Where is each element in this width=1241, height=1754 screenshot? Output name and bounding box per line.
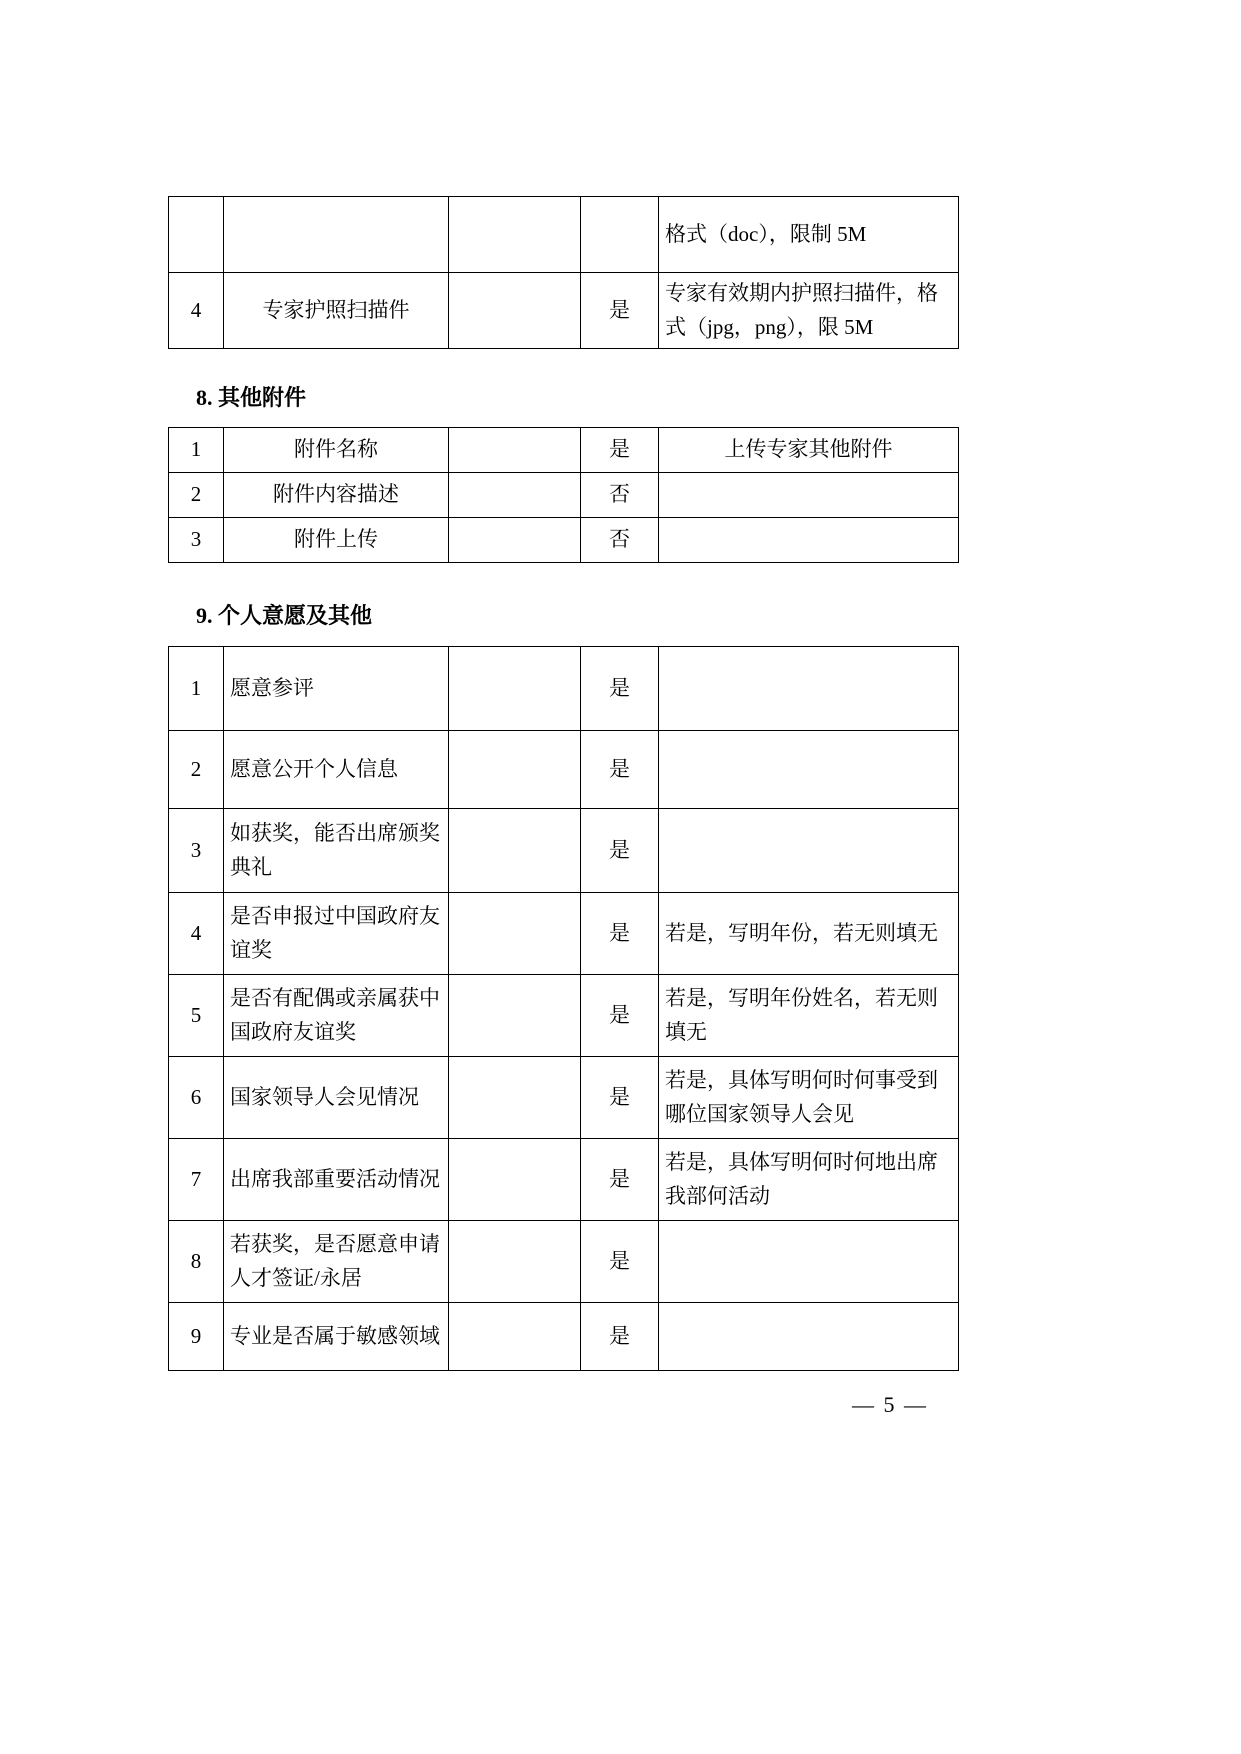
section-8-heading: 8. 其他附件	[196, 385, 307, 410]
cell-required: 是	[581, 893, 659, 975]
table-row	[169, 428, 959, 473]
table-row	[169, 273, 959, 349]
cell-description: 若是，具体写明何时何事受到哪位国家领导人会见	[659, 1057, 959, 1139]
cell-number: 3	[169, 809, 224, 893]
cell-required: 是	[581, 428, 659, 473]
table-row	[169, 1139, 959, 1221]
cell-required: 否	[581, 518, 659, 563]
document-content	[168, 196, 960, 1371]
cell-required: 是	[581, 1139, 659, 1221]
cell-description: 专家有效期内护照扫描件，格式（jpg，png），限 5M	[659, 273, 959, 349]
cell-name: 愿意参评	[224, 647, 449, 731]
cell-description	[659, 1303, 959, 1371]
cell-name: 国家领导人会见情况	[224, 1057, 449, 1139]
cell-name: 出席我部重要活动情况	[224, 1139, 449, 1221]
cell-name	[224, 197, 449, 273]
cell-name: 附件内容描述	[224, 473, 449, 518]
cell-description: 上传专家其他附件	[659, 428, 959, 473]
cell-number: 4	[169, 893, 224, 975]
cell-value	[449, 647, 581, 731]
cell-value	[449, 1221, 581, 1303]
cell-required	[581, 197, 659, 273]
cell-required: 是	[581, 1303, 659, 1371]
cell-description: 若是，写明年份，若无则填无	[659, 893, 959, 975]
section-9-table	[168, 646, 959, 1371]
cell-name: 如获奖，能否出席颁奖典礼	[224, 809, 449, 893]
table-row	[169, 1303, 959, 1371]
cell-value	[449, 273, 581, 349]
cell-value	[449, 731, 581, 809]
cell-value	[449, 197, 581, 273]
cell-description	[659, 1221, 959, 1303]
cell-description: 格式（doc），限制 5M	[659, 197, 959, 273]
cell-required: 否	[581, 473, 659, 518]
cell-value	[449, 473, 581, 518]
cell-number: 2	[169, 473, 224, 518]
cell-value	[449, 1303, 581, 1371]
table-row	[169, 1057, 959, 1139]
cell-description: 若是，具体写明何时何地出席我部何活动	[659, 1139, 959, 1221]
table-row	[169, 731, 959, 809]
cell-value	[449, 428, 581, 473]
table-row	[169, 647, 959, 731]
cell-value	[449, 809, 581, 893]
table-row	[169, 809, 959, 893]
cell-required: 是	[581, 1221, 659, 1303]
cell-description	[659, 647, 959, 731]
table-row	[169, 473, 959, 518]
cell-required: 是	[581, 809, 659, 893]
cell-description	[659, 473, 959, 518]
cell-value	[449, 975, 581, 1057]
table-row	[169, 518, 959, 563]
cell-description	[659, 731, 959, 809]
cell-value	[449, 1139, 581, 1221]
cell-number: 5	[169, 975, 224, 1057]
cell-number	[169, 197, 224, 273]
cell-required: 是	[581, 731, 659, 809]
cell-number: 4	[169, 273, 224, 349]
table-row	[169, 197, 959, 273]
cell-number: 6	[169, 1057, 224, 1139]
cell-value	[449, 518, 581, 563]
cell-number: 9	[169, 1303, 224, 1371]
attachments-table-continuation	[168, 196, 959, 349]
cell-name: 附件名称	[224, 428, 449, 473]
cell-value	[449, 893, 581, 975]
cell-number: 1	[169, 647, 224, 731]
table-row	[169, 975, 959, 1057]
cell-number: 7	[169, 1139, 224, 1221]
cell-required: 是	[581, 273, 659, 349]
cell-description: 若是，写明年份姓名，若无则填无	[659, 975, 959, 1057]
cell-name: 若获奖，是否愿意申请人才签证/永居	[224, 1221, 449, 1303]
cell-name: 附件上传	[224, 518, 449, 563]
cell-name: 愿意公开个人信息	[224, 731, 449, 809]
section-8-table	[168, 427, 959, 563]
cell-required: 是	[581, 1057, 659, 1139]
cell-number: 8	[169, 1221, 224, 1303]
cell-name: 专家护照扫描件	[224, 273, 449, 349]
cell-name: 是否申报过中国政府友谊奖	[224, 893, 449, 975]
section-9-heading: 9. 个人意愿及其他	[196, 603, 373, 628]
page-number: — 5 —	[852, 1392, 928, 1417]
cell-description	[659, 809, 959, 893]
cell-required: 是	[581, 647, 659, 731]
cell-name: 是否有配偶或亲属获中国政府友谊奖	[224, 975, 449, 1057]
table-row	[169, 893, 959, 975]
cell-required: 是	[581, 975, 659, 1057]
cell-value	[449, 1057, 581, 1139]
cell-description	[659, 518, 959, 563]
cell-number: 1	[169, 428, 224, 473]
table-row	[169, 1221, 959, 1303]
cell-name: 专业是否属于敏感领域	[224, 1303, 449, 1371]
cell-number: 3	[169, 518, 224, 563]
cell-number: 2	[169, 731, 224, 809]
